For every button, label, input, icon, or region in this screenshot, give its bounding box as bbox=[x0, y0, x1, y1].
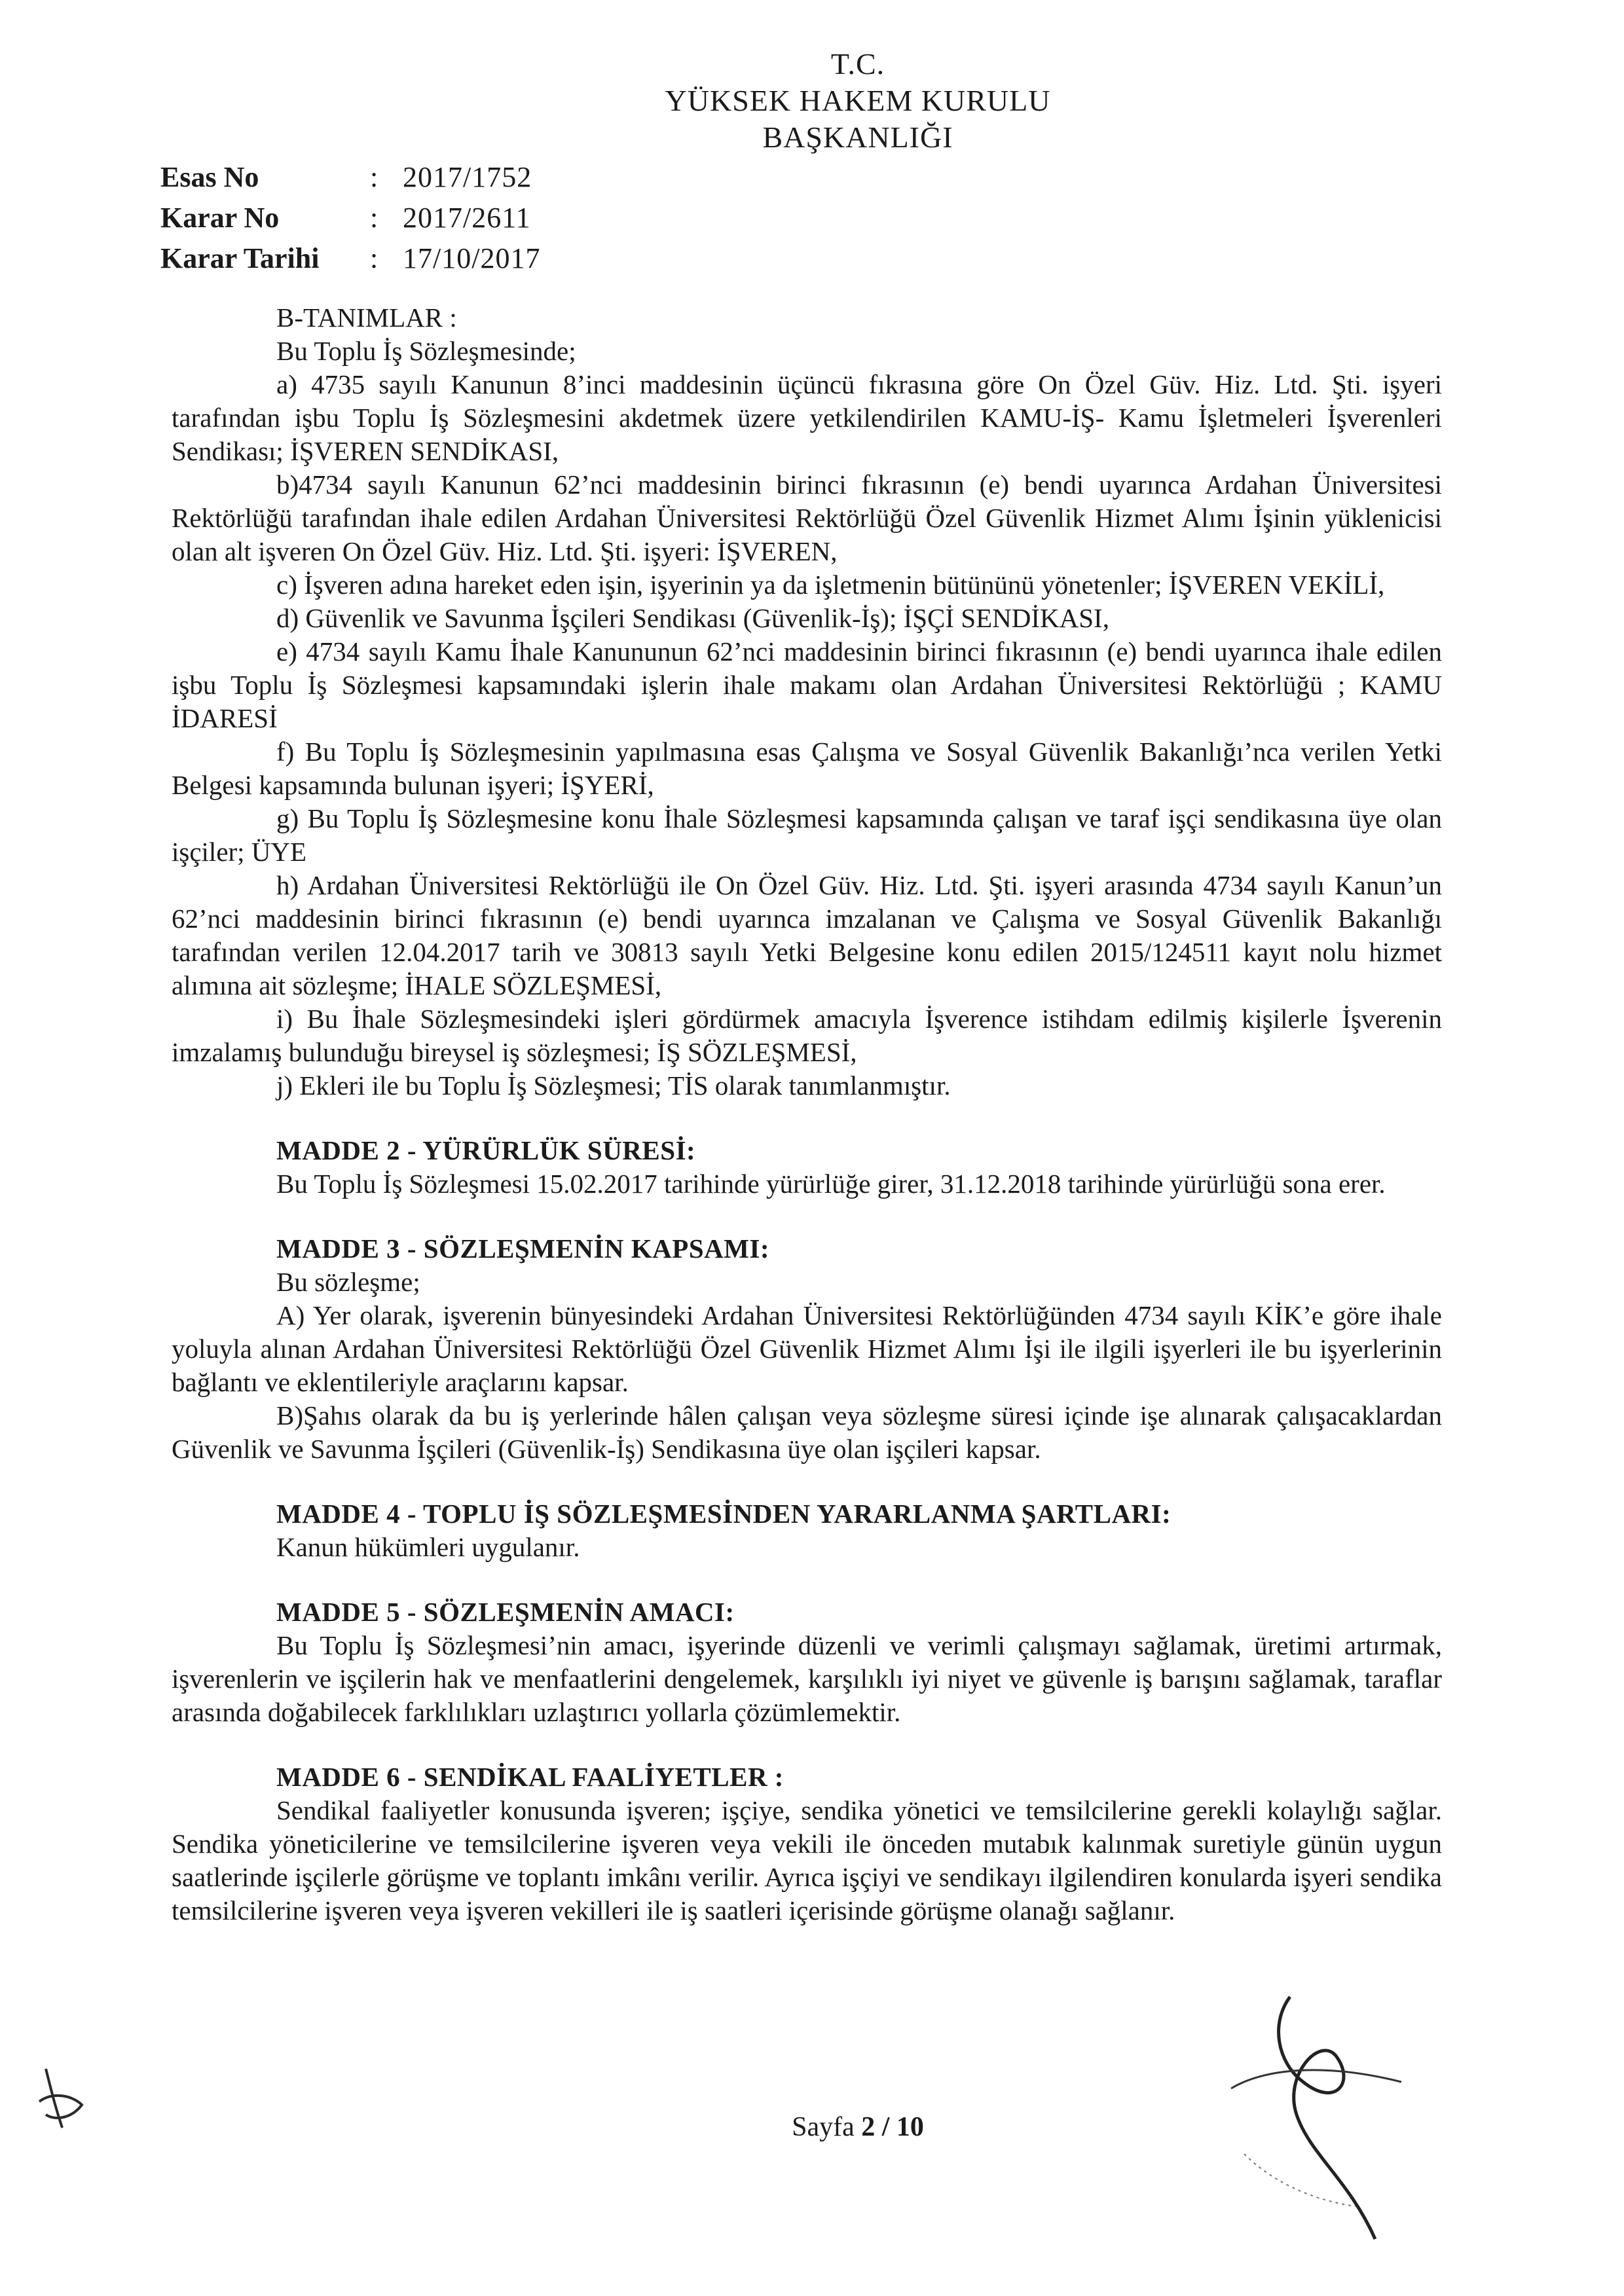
meta-row-karar: Karar No : 2017/2611 bbox=[160, 198, 540, 238]
header-tc: T.C. bbox=[830, 47, 885, 81]
page-footer bbox=[0, 2111, 1624, 2143]
madde6-title: MADDE 6 - SENDİKAL FAALİYETLER : bbox=[276, 1762, 784, 1792]
header-department: BAŞKANLIĞI bbox=[762, 120, 953, 154]
madde3-intro: Bu sözleşme; bbox=[276, 1267, 420, 1297]
meta-label: Esas No bbox=[160, 161, 259, 193]
tanimlar-item: b)4734 sayılı Kanunun 62’nci maddesinin birinci fıkrasının (e) bendi uyarınca Ardahan Üniversitesi Rektörlüğü tarafından ihale edilen Ardahan Üniversitesi Rektörlüğü Özel Güvenlik Hizmet Alımı İşinin yüklenicisi olan alt işveren On Özel Güv. Hiz. Ltd. Şti. işyeri: İŞVEREN, bbox=[172, 469, 1442, 566]
tanimlar-item: g) Bu Toplu İş Sözleşmesine konu İhale Sözleşmesi kapsamında çalışan ve taraf işçi sendikasına üye olan işçiler; ÜYE bbox=[172, 803, 1442, 867]
header-institution: YÜKSEK HAKEM KURULU bbox=[665, 84, 1051, 117]
madde5-title: MADDE 5 - SÖZLEŞMENİN AMACI: bbox=[276, 1597, 735, 1627]
tanimlar-item: h) Ardahan Üniversitesi Rektörlüğü ile On Özel Güv. Hiz. Ltd. Şti. işyeri arasında 4734 sayılı Kanun’un 62’nci maddesinin birinci fıkrasının (e) bendi uyarınca imzalanan ve Çalışma ve Sosyal Güvenlik Bakanlığı tarafından verilen 12.04.2017 tarih ve 30813 sayılı Yetki Belgesine konu edilen 2015/124511 kayıt nolu hizmet alımına ait sözleşme; İHALE SÖZLEŞMESİ, bbox=[172, 870, 1442, 1000]
tanimlar-item: j) Ekleri ile bu Toplu İş Sözleşmesi; TİS olarak tanımlanmıştır. bbox=[276, 1070, 951, 1101]
madde2-title: MADDE 2 - YÜRÜRLÜK SÜRESİ: bbox=[276, 1135, 696, 1165]
meta-row-tarih: Karar Tarihi : 17/10/2017 bbox=[160, 238, 540, 279]
madde6-text: Sendikal faaliyetler konusunda işveren; işçiye, sendika yönetici ve temsilcilerine gerekli kolaylığı sağlar. Sendika yöneticilerine ve temsilcilerine işveren veya vekili ile önceden mutabık kalınmak suretiyle günün uygun saatlerinde işçilerle görüşme ve toplantı imkânı verilir. Ayrıca işçiyi ve sendikayı ilgilendiren konularda işyeri sendika temsilcilerine işveren veya işveren vekilleri ile iş saatleri içerisinde görüşme olanağı sağlanır. bbox=[172, 1795, 1442, 1925]
madde3-item-a: A) Yer olarak, işverenin bünyesindeki Ardahan Üniversitesi Rektörlüğünden 4734 sayılı KİK’e göre ihale yoluyla alınan Ardahan Üniversitesi Rektörlüğü Özel Güvenlik Hizmet Alımı İşi ile ilgili işyerleri ile bu işyerlerinin bağlantı ve eklentileriyle araçlarını kapsar. bbox=[172, 1300, 1442, 1397]
madde5-text: Bu Toplu İş Sözleşmesi’nin amacı, işyerinde düzenli ve verimli çalışmayı sağlamak, üretimi artırmak, işverenlerin ve işçilerin hak ve menfaatlerini dengelemek, karşılıklı iyi niyet ve güvenle iş barışını sağlamak, taraflar arasında doğabilecek farklılıkları uzlaştırıcı yollarla çözümlemektir. bbox=[172, 1630, 1442, 1727]
meta-value: 2017/2611 bbox=[403, 202, 531, 234]
tanimlar-item: i) Bu İhale Sözleşmesindeki işleri gördürmek amacıyla İşverence istihdam edilmiş kişilerle İşverenin imzalamış bulunduğu bireysel iş sözleşmesi; İŞ SÖZLEŞMESİ, bbox=[172, 1004, 1442, 1067]
madde4-text: Kanun hükümleri uygulanır. bbox=[276, 1532, 580, 1562]
madde3-title: MADDE 3 - SÖZLEŞMENİN KAPSAMI: bbox=[276, 1233, 770, 1264]
tanimlar-intro: Bu Toplu İş Sözleşmesinde; bbox=[276, 336, 576, 366]
tanimlar-item: f) Bu Toplu İş Sözleşmesinin yapılmasına esas Çalışma ve Sosyal Güvenlik Bakanlığı’nca verilen Yetki Belgesi kapsamında bulunan işyeri; İŞYERİ, bbox=[172, 737, 1442, 800]
madde3-item-b: B)Şahıs olarak da bu iş yerlerinde hâlen çalışan veya sözleşme süresi içinde işe alınarak çalışacaklardan Güvenlik ve Savunma İşçileri (Güvenlik-İş) Sendikasına üye olan işçileri kapsar. bbox=[172, 1400, 1442, 1464]
tanimlar-item: d) Güvenlik ve Savunma İşçileri Sendikası (Güvenlik-İş); İŞÇİ SENDİKASI, bbox=[276, 603, 1109, 633]
document-body bbox=[172, 301, 1442, 1927]
page-number: 2 / 10 bbox=[861, 2112, 924, 2142]
tanimlar-item: c) İşveren adına hareket eden işin, işyerinin ya da işletmenin bütününü yönetenler; İŞVEREN VEKİLİ, bbox=[276, 570, 1385, 600]
meta-label: Karar No bbox=[160, 202, 280, 234]
tanimlar-item: a) 4735 sayılı Kanunun 8’inci maddesinin üçüncü fıkrasına göre On Özel Güv. Hiz. Ltd. Şti. işyeri tarafından işbu Toplu İş Sözleşmesini akdetmek üzere yetkilendirilen KAMU-İŞ- Kamu İşletmeleri İşverenleri Sendikası; İŞVEREN SENDİKASI, bbox=[172, 369, 1442, 466]
page-label: Sayfa bbox=[792, 2112, 855, 2142]
madde2-text: Bu Toplu İş Sözleşmesi 15.02.2017 tarihinde yürürlüğe girer, 31.12.2018 tarihinde yürürlüğü sona erer. bbox=[276, 1169, 1386, 1199]
document-header bbox=[0, 46, 1624, 156]
meta-label: Karar Tarihi bbox=[160, 242, 320, 274]
meta-value: 17/10/2017 bbox=[403, 242, 541, 274]
meta-value: 2017/1752 bbox=[403, 161, 532, 193]
tanimlar-title: B-TANIMLAR : bbox=[276, 302, 457, 333]
tanimlar-item: e) 4734 sayılı Kamu İhale Kanununun 62’nci maddesinin birinci fıkrasının (e) bendi uyarınca ihale edilen işbu Toplu İş Sözleşmesi kapsamındaki işlerin ihale makamı olan Ardahan Üniversitesi Rektörlüğü ; KAMU İDARESİ bbox=[172, 636, 1442, 733]
madde4-title: MADDE 4 - TOPLU İŞ SÖZLEŞMESİNDEN YARARLANMA ŞARTLARI: bbox=[276, 1499, 1172, 1529]
meta-row-esas: Esas No : 2017/1752 bbox=[160, 157, 540, 198]
case-meta bbox=[160, 157, 540, 279]
